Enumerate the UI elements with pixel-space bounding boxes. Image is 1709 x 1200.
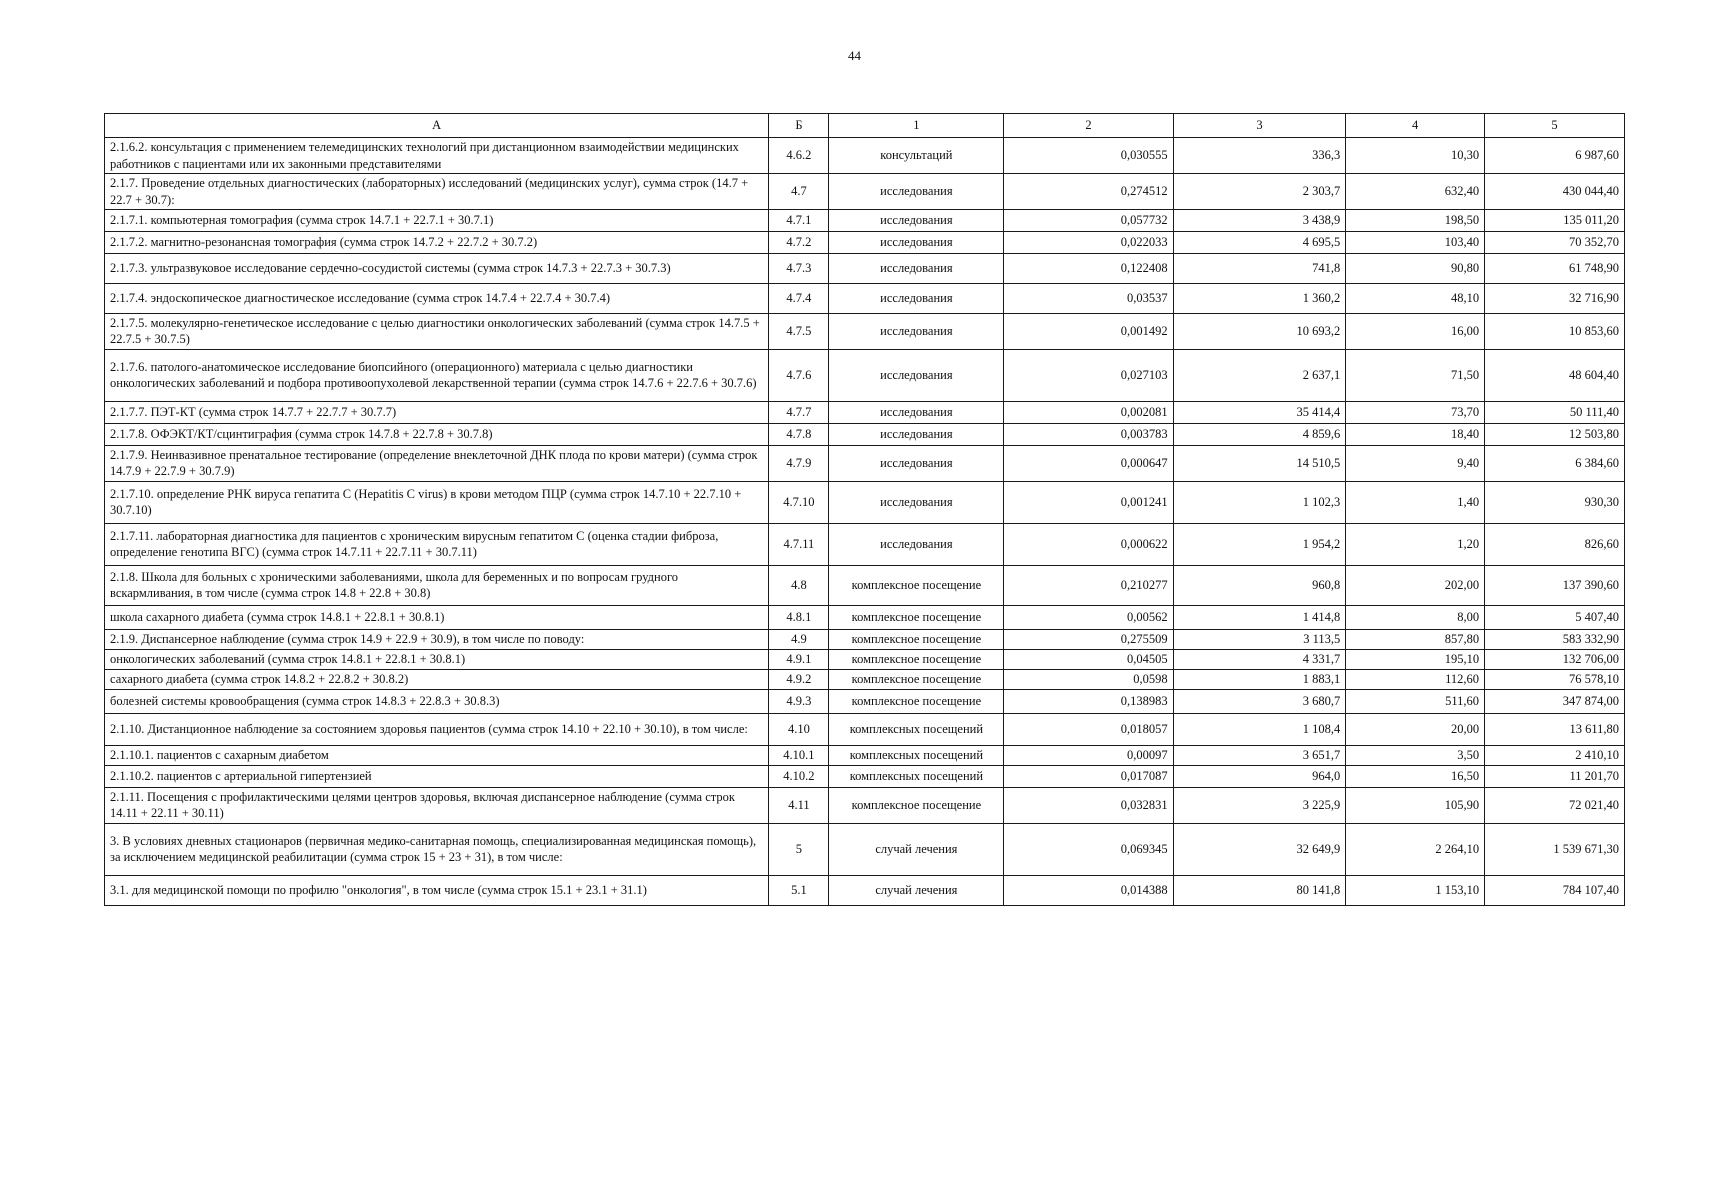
table-row	[105, 565, 1625, 605]
table-row	[105, 481, 1625, 523]
cell-unit: комплексное посещение	[829, 689, 1004, 713]
cell-unit: исследования	[829, 254, 1004, 284]
cell-col-3: 3 113,5	[1173, 629, 1346, 649]
table-row	[105, 210, 1625, 232]
cell-col-5: 784 107,40	[1485, 875, 1625, 905]
cell-col-2: 0,002081	[1004, 401, 1173, 423]
cell-unit: комплексное посещение	[829, 649, 1004, 669]
cell-col-3: 1 414,8	[1173, 605, 1346, 629]
cell-description: 2.1.9. Диспансерное наблюдение (сумма строк 14.9 + 22.9 + 30.9), в том числе по поводу:	[105, 629, 769, 649]
table-row	[105, 138, 1625, 174]
cell-col-5: 6 987,60	[1485, 138, 1625, 174]
cell-description: 2.1.10. Дистанционное наблюдение за состоянием здоровья пациентов (сумма строк 14.10 + 22.10 + 30.10), в том числе:	[105, 713, 769, 745]
cell-col-2: 0,138983	[1004, 689, 1173, 713]
cell-unit: комплексное посещение	[829, 629, 1004, 649]
cell-unit: исследования	[829, 349, 1004, 401]
cell-line-code: 4.7.1	[769, 210, 829, 232]
cell-line-code: 5	[769, 823, 829, 875]
table-row	[105, 629, 1625, 649]
cell-description: 2.1.7.1. компьютерная томография (сумма строк 14.7.1 + 22.7.1 + 30.7.1)	[105, 210, 769, 232]
cell-col-2: 0,069345	[1004, 823, 1173, 875]
cell-unit: исследования	[829, 445, 1004, 481]
cell-col-3: 10 693,2	[1173, 314, 1346, 350]
cell-col-5: 70 352,70	[1485, 232, 1625, 254]
cell-unit: исследования	[829, 314, 1004, 350]
cell-line-code: 4.9.1	[769, 649, 829, 669]
cell-unit: комплексное посещение	[829, 669, 1004, 689]
cell-line-code: 4.7.4	[769, 284, 829, 314]
table-row	[105, 875, 1625, 905]
cell-col-4: 9,40	[1346, 445, 1485, 481]
header-col-3: 3	[1173, 114, 1346, 138]
cell-col-2: 0,00562	[1004, 605, 1173, 629]
cell-line-code: 4.8.1	[769, 605, 829, 629]
cell-line-code: 4.10.1	[769, 745, 829, 765]
cell-col-4: 71,50	[1346, 349, 1485, 401]
cell-unit: консультаций	[829, 138, 1004, 174]
cell-col-3: 1 108,4	[1173, 713, 1346, 745]
cell-col-5: 135 011,20	[1485, 210, 1625, 232]
cell-description: 2.1.7.4. эндоскопическое диагностическое исследование (сумма строк 14.7.4 + 22.7.4 + 30.7.4)	[105, 284, 769, 314]
cell-col-4: 1 153,10	[1346, 875, 1485, 905]
cell-col-2: 0,001492	[1004, 314, 1173, 350]
cell-description: 2.1.6.2. консультация с применением телемедицинских технологий при дистанционном взаимодействии медицинских работников с пациентами или их законными представителями	[105, 138, 769, 174]
cell-col-4: 3,50	[1346, 745, 1485, 765]
table-row	[105, 232, 1625, 254]
cell-description: 2.1.7.3. ультразвуковое исследование сердечно-сосудистой системы (сумма строк 14.7.3 + 22.7.3 + 30.7.3)	[105, 254, 769, 284]
cell-col-3: 3 225,9	[1173, 787, 1346, 823]
cell-col-4: 1,40	[1346, 481, 1485, 523]
header-col-2: 2	[1004, 114, 1173, 138]
table-row	[105, 349, 1625, 401]
table-row	[105, 523, 1625, 565]
cell-col-5: 76 578,10	[1485, 669, 1625, 689]
cell-col-2: 0,018057	[1004, 713, 1173, 745]
header-col-b: Б	[769, 114, 829, 138]
cell-col-4: 112,60	[1346, 669, 1485, 689]
cell-line-code: 4.7.3	[769, 254, 829, 284]
cell-col-3: 336,3	[1173, 138, 1346, 174]
cell-col-3: 1 954,2	[1173, 523, 1346, 565]
cell-col-2: 0,03537	[1004, 284, 1173, 314]
cell-unit: комплексное посещение	[829, 565, 1004, 605]
cell-description: 2.1.8. Школа для больных с хроническими заболеваниями, школа для беременных и по вопросам грудного вскармливания, в том числе (сумма строк 14.8 + 22.8 + 30.8)	[105, 565, 769, 605]
cell-col-4: 632,40	[1346, 174, 1485, 210]
cell-unit: исследования	[829, 210, 1004, 232]
cell-col-4: 8,00	[1346, 605, 1485, 629]
cell-col-4: 857,80	[1346, 629, 1485, 649]
table-row	[105, 745, 1625, 765]
table-row	[105, 314, 1625, 350]
cell-col-2: 0,210277	[1004, 565, 1173, 605]
cell-unit: исследования	[829, 174, 1004, 210]
cell-col-5: 48 604,40	[1485, 349, 1625, 401]
cell-col-3: 4 695,5	[1173, 232, 1346, 254]
cell-col-4: 20,00	[1346, 713, 1485, 745]
cell-description: сахарного диабета (сумма строк 14.8.2 + 22.8.2 + 30.8.2)	[105, 669, 769, 689]
cell-col-4: 2 264,10	[1346, 823, 1485, 875]
cell-line-code: 4.10.2	[769, 765, 829, 787]
cell-col-4: 1,20	[1346, 523, 1485, 565]
cell-col-4: 48,10	[1346, 284, 1485, 314]
table-row	[105, 787, 1625, 823]
table-row	[105, 765, 1625, 787]
header-col-5: 5	[1485, 114, 1625, 138]
cell-line-code: 4.9	[769, 629, 829, 649]
cell-col-4: 73,70	[1346, 401, 1485, 423]
cell-line-code: 4.6.2	[769, 138, 829, 174]
cell-col-2: 0,057732	[1004, 210, 1173, 232]
cell-col-3: 964,0	[1173, 765, 1346, 787]
cell-description: 2.1.7.5. молекулярно-генетическое исследование с целью диагностики онкологических заболеваний (сумма строк 14.7.5 + 22.7.5 + 30.7.5)	[105, 314, 769, 350]
cell-col-5: 13 611,80	[1485, 713, 1625, 745]
cell-line-code: 4.11	[769, 787, 829, 823]
table-row	[105, 284, 1625, 314]
cell-col-3: 1 883,1	[1173, 669, 1346, 689]
cell-col-2: 0,017087	[1004, 765, 1173, 787]
cell-col-3: 3 651,7	[1173, 745, 1346, 765]
cell-col-3: 35 414,4	[1173, 401, 1346, 423]
cell-line-code: 4.7.11	[769, 523, 829, 565]
cell-description: 2.1.7.2. магнитно-резонансная томография (сумма строк 14.7.2 + 22.7.2 + 30.7.2)	[105, 232, 769, 254]
cell-line-code: 4.7.5	[769, 314, 829, 350]
data-table	[104, 113, 1625, 906]
cell-description: 2.1.7.10. определение РНК вируса гепатита С (Hepatitis C virus) в крови методом ПЦР (сумма строк 14.7.10 + 22.7.10 + 30.7.10)	[105, 481, 769, 523]
cell-description: 2.1.7.6. патолого-анатомическое исследование биопсийного (операционного) материала с целью диагностики онкологических заболеваний и подбора противоопухолевой лекарственной терапии (сумма строк 14.7.6 + 22.7.6 + 30.7.6)	[105, 349, 769, 401]
cell-line-code: 4.7.7	[769, 401, 829, 423]
cell-unit: комплексных посещений	[829, 745, 1004, 765]
cell-unit: случай лечения	[829, 875, 1004, 905]
cell-line-code: 4.7.8	[769, 423, 829, 445]
cell-col-2: 0,122408	[1004, 254, 1173, 284]
cell-description: школа сахарного диабета (сумма строк 14.8.1 + 22.8.1 + 30.8.1)	[105, 605, 769, 629]
cell-description: 3.1. для медицинской помощи по профилю "онкология", в том числе (сумма строк 15.1 + 23.1 + 31.1)	[105, 875, 769, 905]
cell-unit: случай лечения	[829, 823, 1004, 875]
cell-col-4: 195,10	[1346, 649, 1485, 669]
cell-col-3: 3 438,9	[1173, 210, 1346, 232]
cell-line-code: 4.8	[769, 565, 829, 605]
cell-col-4: 103,40	[1346, 232, 1485, 254]
cell-line-code: 5.1	[769, 875, 829, 905]
cell-col-2: 0,0598	[1004, 669, 1173, 689]
cell-col-3: 2 303,7	[1173, 174, 1346, 210]
cell-col-3: 80 141,8	[1173, 875, 1346, 905]
header-col-4: 4	[1346, 114, 1485, 138]
table-row	[105, 401, 1625, 423]
cell-col-5: 347 874,00	[1485, 689, 1625, 713]
cell-col-5: 61 748,90	[1485, 254, 1625, 284]
cell-col-2: 0,022033	[1004, 232, 1173, 254]
cell-unit: исследования	[829, 284, 1004, 314]
page-number: 44	[848, 48, 861, 63]
cell-col-5: 6 384,60	[1485, 445, 1625, 481]
cell-description: онкологических заболеваний (сумма строк 14.8.1 + 22.8.1 + 30.8.1)	[105, 649, 769, 669]
cell-col-5: 5 407,40	[1485, 605, 1625, 629]
header-col-1: 1	[829, 114, 1004, 138]
cell-unit: исследования	[829, 423, 1004, 445]
cell-col-5: 583 332,90	[1485, 629, 1625, 649]
cell-col-5: 826,60	[1485, 523, 1625, 565]
cell-col-3: 1 102,3	[1173, 481, 1346, 523]
cell-description: 2.1.7.8. ОФЭКТ/КТ/сцинтиграфия (сумма строк 14.7.8 + 22.7.8 + 30.7.8)	[105, 423, 769, 445]
cell-line-code: 4.7.10	[769, 481, 829, 523]
cell-unit: комплексных посещений	[829, 713, 1004, 745]
cell-col-5: 132 706,00	[1485, 649, 1625, 669]
cell-col-4: 198,50	[1346, 210, 1485, 232]
cell-col-5: 2 410,10	[1485, 745, 1625, 765]
cell-col-2: 0,000622	[1004, 523, 1173, 565]
cell-col-4: 90,80	[1346, 254, 1485, 284]
cell-line-code: 4.7.2	[769, 232, 829, 254]
cell-col-2: 0,275509	[1004, 629, 1173, 649]
cell-unit: комплексных посещений	[829, 765, 1004, 787]
cell-unit: комплексное посещение	[829, 605, 1004, 629]
cell-col-2: 0,032831	[1004, 787, 1173, 823]
cell-col-5: 430 044,40	[1485, 174, 1625, 210]
cell-col-4: 18,40	[1346, 423, 1485, 445]
cell-unit: исследования	[829, 401, 1004, 423]
cell-col-4: 202,00	[1346, 565, 1485, 605]
cell-unit: исследования	[829, 481, 1004, 523]
cell-col-5: 1 539 671,30	[1485, 823, 1625, 875]
cell-description: 2.1.7.7. ПЭТ-КТ (сумма строк 14.7.7 + 22.7.7 + 30.7.7)	[105, 401, 769, 423]
header-row	[105, 114, 1625, 138]
cell-col-2: 0,274512	[1004, 174, 1173, 210]
cell-col-2: 0,014388	[1004, 875, 1173, 905]
table-row	[105, 689, 1625, 713]
cell-col-4: 16,00	[1346, 314, 1485, 350]
cell-col-4: 10,30	[1346, 138, 1485, 174]
cell-col-3: 1 360,2	[1173, 284, 1346, 314]
cell-description: 2.1.10.1. пациентов с сахарным диабетом	[105, 745, 769, 765]
cell-col-3: 14 510,5	[1173, 445, 1346, 481]
cell-col-5: 11 201,70	[1485, 765, 1625, 787]
cell-col-2: 0,001241	[1004, 481, 1173, 523]
cell-col-5: 72 021,40	[1485, 787, 1625, 823]
cell-col-3: 2 637,1	[1173, 349, 1346, 401]
cell-line-code: 4.9.2	[769, 669, 829, 689]
cell-description: 2.1.7.9. Неинвазивное пренатальное тестирование (определение внеклеточной ДНК плода по крови матери) (сумма строк 14.7.9 + 22.7.9 + 30.7.9)	[105, 445, 769, 481]
table-row	[105, 445, 1625, 481]
cell-unit: исследования	[829, 232, 1004, 254]
cell-col-3: 3 680,7	[1173, 689, 1346, 713]
table-row	[105, 713, 1625, 745]
cell-col-2: 0,003783	[1004, 423, 1173, 445]
table-row	[105, 823, 1625, 875]
cell-col-4: 105,90	[1346, 787, 1485, 823]
cell-col-3: 741,8	[1173, 254, 1346, 284]
cell-unit: комплексное посещение	[829, 787, 1004, 823]
cell-description: 2.1.10.2. пациентов с артериальной гипертензией	[105, 765, 769, 787]
cell-description: 2.1.7.11. лабораторная диагностика для пациентов с хроническим вирусным гепатитом С (оценка стадии фиброза, определение генотипа ВГС) (сумма строк 14.7.11 + 22.7.11 + 30.7.11)	[105, 523, 769, 565]
cell-col-5: 12 503,80	[1485, 423, 1625, 445]
cell-line-code: 4.9.3	[769, 689, 829, 713]
cell-col-5: 32 716,90	[1485, 284, 1625, 314]
cell-col-3: 4 859,6	[1173, 423, 1346, 445]
cell-col-5: 137 390,60	[1485, 565, 1625, 605]
table-row	[105, 669, 1625, 689]
table-row	[105, 174, 1625, 210]
cell-line-code: 4.7	[769, 174, 829, 210]
cell-col-2: 0,04505	[1004, 649, 1173, 669]
cell-col-5: 930,30	[1485, 481, 1625, 523]
cell-col-2: 0,030555	[1004, 138, 1173, 174]
cell-col-2: 0,00097	[1004, 745, 1173, 765]
cell-line-code: 4.7.6	[769, 349, 829, 401]
cell-col-4: 16,50	[1346, 765, 1485, 787]
cell-col-5: 10 853,60	[1485, 314, 1625, 350]
cell-col-4: 511,60	[1346, 689, 1485, 713]
cell-line-code: 4.7.9	[769, 445, 829, 481]
cell-description: болезней системы кровообращения (сумма строк 14.8.3 + 22.8.3 + 30.8.3)	[105, 689, 769, 713]
cell-col-5: 50 111,40	[1485, 401, 1625, 423]
table-row	[105, 649, 1625, 669]
cell-line-code: 4.10	[769, 713, 829, 745]
table-row	[105, 423, 1625, 445]
cell-description: 2.1.7. Проведение отдельных диагностических (лабораторных) исследований (медицинских услуг), сумма строк (14.7 + 22.7 + 30.7):	[105, 174, 769, 210]
cell-unit: исследования	[829, 523, 1004, 565]
cell-col-2: 0,000647	[1004, 445, 1173, 481]
cell-col-3: 32 649,9	[1173, 823, 1346, 875]
cell-col-2: 0,027103	[1004, 349, 1173, 401]
cell-col-3: 960,8	[1173, 565, 1346, 605]
table-row	[105, 605, 1625, 629]
cell-description: 3. В условиях дневных стационаров (первичная медико-санитарная помощь, специализированная медицинская помощь), за исключением медицинской реабилитации (сумма строк 15 + 23 + 31), в том числе:	[105, 823, 769, 875]
cell-description: 2.1.11. Посещения с профилактическими целями центров здоровья, включая диспансерное наблюдение (сумма строк 14.11 + 22.11 + 30.11)	[105, 787, 769, 823]
cell-col-3: 4 331,7	[1173, 649, 1346, 669]
header-col-a: А	[105, 114, 769, 138]
table-row	[105, 254, 1625, 284]
